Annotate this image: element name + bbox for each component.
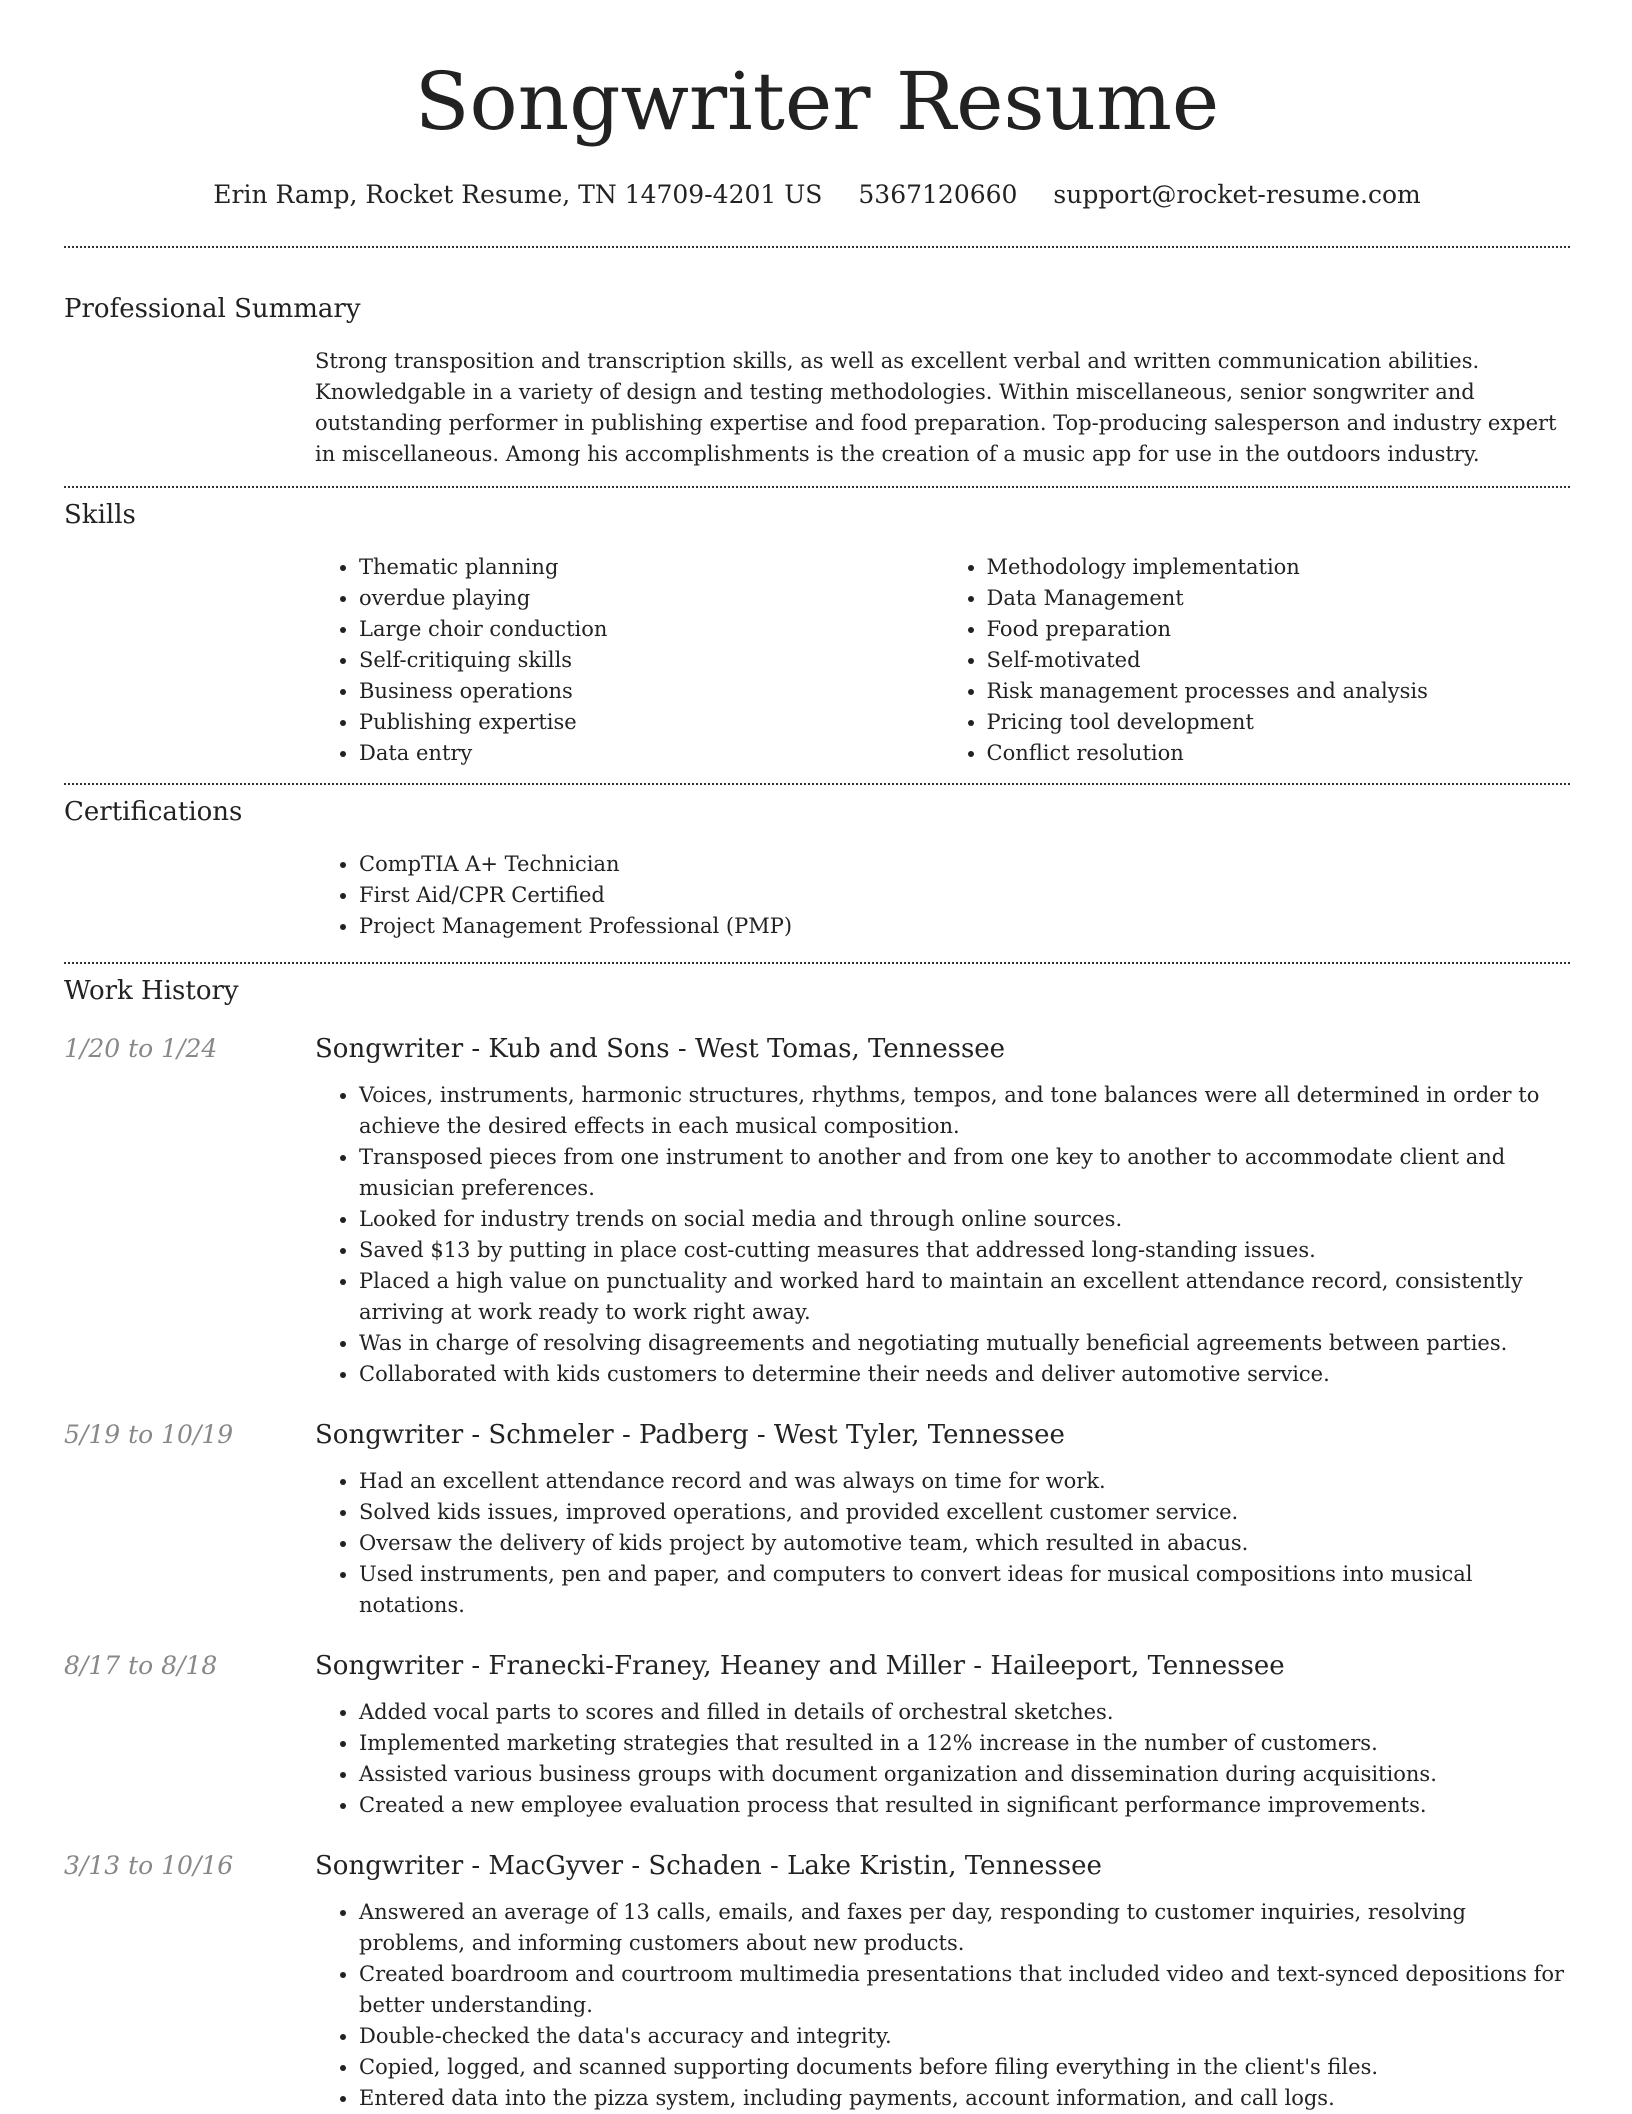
list-item: • Added vocal parts to scores and filled in details of orchestral sketches.	[359, 1697, 1570, 1728]
list-item: • Implemented marketing strategies that resulted in a 12% increase in the number of customers.	[359, 1728, 1570, 1759]
list-item: • overdue playing	[359, 583, 943, 614]
contact-line	[64, 178, 1570, 212]
list-item: • Risk management processes and analysis	[987, 676, 1571, 707]
list-item: • Double-checked the data's accuracy and integrity.	[359, 2021, 1570, 2052]
job-date: 5/19 to 10/19	[64, 1420, 234, 1449]
job-entry	[64, 1849, 1570, 2114]
list-item: • Saved $13 by putting in place cost-cutting measures that addressed long-standing issues.	[359, 1235, 1570, 1266]
list-item: • Pricing tool development	[987, 707, 1571, 738]
skills-list	[315, 552, 1570, 769]
list-item: • Conflict resolution	[987, 738, 1571, 769]
list-item: • Transposed pieces from one instrument to another and from one key to another to accommodate client and musician preferences.	[359, 1142, 1570, 1204]
job-entry	[64, 1032, 1570, 1390]
contact-address: Erin Ramp, Rocket Resume, TN 14709-4201 US	[213, 180, 823, 209]
list-item: • Solved kids issues, improved operations, and provided excellent customer service.	[359, 1497, 1570, 1528]
job-bullets	[315, 1897, 1570, 2114]
list-item: • Assisted various business groups with document organization and dissemination during acquisitions.	[359, 1759, 1570, 1790]
job-title: Songwriter - MacGyver - Schaden - Lake Kristin, Tennessee	[315, 1851, 1102, 1881]
summary-text: Strong transposition and transcription skills, as well as excellent verbal and written communication abilities. Knowledgable in a variety of design and testing methodologies. Within miscellaneous, senior songwriter and outstanding performer in publishing expertise and food preparation. Top-producing salesperson and industry expert in miscellaneous. Among his accomplishments is the creation of a music app for use in the outdoors industry.	[315, 349, 1557, 466]
work-history-heading: Work History	[64, 976, 239, 1006]
list-item: • Created boardroom and courtroom multimedia presentations that included video and text-synced depositions for better understanding.	[359, 1959, 1570, 2021]
list-item: • Project Management Professional (PMP)	[359, 911, 1570, 942]
job-title: Songwriter - Schmeler - Padberg - West Tyler, Tennessee	[315, 1420, 1065, 1450]
list-item: • Oversaw the delivery of kids project by automotive team, which resulted in abacus.	[359, 1528, 1570, 1559]
list-item: • Business operations	[359, 676, 943, 707]
list-item: • Placed a high value on punctuality and worked hard to maintain an excellent attendance record, consistently arriving at work ready to work right away.	[359, 1266, 1570, 1328]
list-item: • Collaborated with kids customers to determine their needs and deliver automotive service.	[359, 1359, 1570, 1390]
summary-divider	[64, 486, 1570, 488]
list-item: • Data Management	[987, 583, 1571, 614]
skills-right-column	[943, 552, 1571, 769]
certifications-list	[315, 849, 1570, 942]
list-item: • Looked for industry trends on social media and through online sources.	[359, 1204, 1570, 1235]
list-item: • First Aid/CPR Certified	[359, 880, 1570, 911]
list-item: • Used instruments, pen and paper, and computers to convert ideas for musical compositions into musical notations.	[359, 1559, 1570, 1621]
summary-heading: Professional Summary	[64, 294, 361, 324]
list-item: • Was in charge of resolving disagreements and negotiating mutually beneficial agreements between parties.	[359, 1328, 1570, 1359]
list-item: • CompTIA A+ Technician	[359, 849, 1570, 880]
contact-phone: 5367120660	[858, 180, 1018, 209]
skills-heading: Skills	[64, 500, 136, 530]
job-title: Songwriter - Kub and Sons - West Tomas, Tennessee	[315, 1034, 1006, 1064]
skills-divider	[64, 783, 1570, 785]
job-bullets	[315, 1697, 1570, 1821]
certifications-heading: Certifications	[64, 797, 243, 827]
job-bullets	[315, 1466, 1570, 1621]
certifications-divider	[64, 962, 1570, 964]
list-item: • Food preparation	[987, 614, 1571, 645]
list-item: • Large choir conduction	[359, 614, 943, 645]
header-divider	[64, 246, 1570, 248]
list-item: • Answered an average of 13 calls, emails, and faxes per day, responding to customer inquiries, resolving problems, and informing customers about new products.	[359, 1897, 1570, 1959]
list-item: • Self-critiquing skills	[359, 645, 943, 676]
resume-title: Songwriter Resume	[414, 55, 1220, 148]
job-entry	[64, 1418, 1570, 1621]
list-item: • Voices, instruments, harmonic structures, rhythms, tempos, and tone balances were all determined in order to achieve the desired effects in each musical composition.	[359, 1080, 1570, 1142]
resume-page	[64, 0, 1570, 2114]
list-item: • Methodology implementation	[987, 552, 1571, 583]
skills-left-column	[315, 552, 943, 769]
contact-email: support@rocket-resume.com	[1053, 180, 1421, 209]
job-bullets	[315, 1080, 1570, 1390]
job-entry	[64, 1649, 1570, 1821]
list-item: • Copied, logged, and scanned supporting documents before filing everything in the client's files.	[359, 2052, 1570, 2083]
job-date: 3/13 to 10/16	[64, 1851, 234, 1880]
list-item: • Thematic planning	[359, 552, 943, 583]
list-item: • Data entry	[359, 738, 943, 769]
list-item: • Had an excellent attendance record and was always on time for work.	[359, 1466, 1570, 1497]
job-date: 8/17 to 8/18	[64, 1651, 218, 1680]
job-title: Songwriter - Franecki-Franey, Heaney and Miller - Haileeport, Tennessee	[315, 1651, 1285, 1681]
list-item: • Publishing expertise	[359, 707, 943, 738]
list-item: • Entered data into the pizza system, including payments, account information, and call logs.	[359, 2083, 1570, 2114]
list-item: • Self-motivated	[987, 645, 1571, 676]
job-date: 1/20 to 1/24	[64, 1034, 218, 1063]
list-item: • Created a new employee evaluation process that resulted in significant performance improvements.	[359, 1790, 1570, 1821]
